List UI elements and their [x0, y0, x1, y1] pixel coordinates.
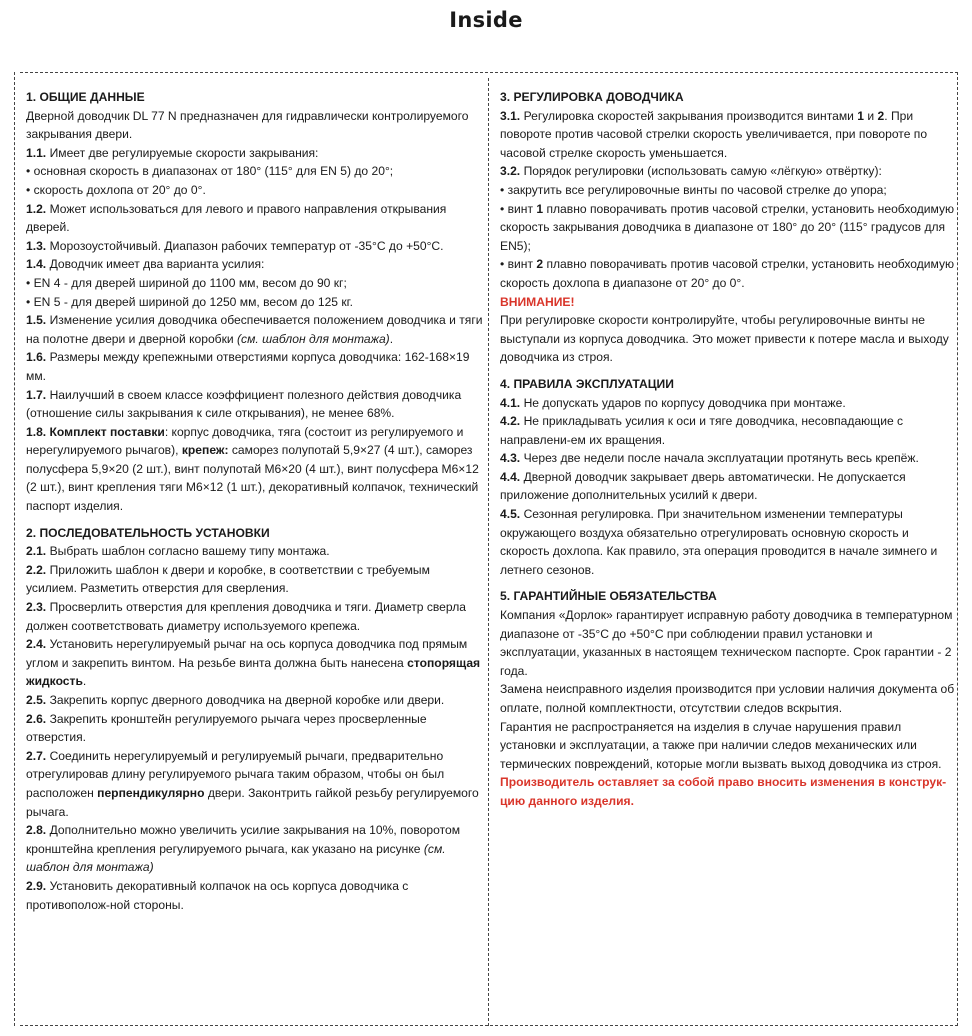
- item-4-4: 4.4. Дверной доводчик закрывает дверь автоматически. Не допускается приложение дополнительных усилий к двери.: [500, 469, 906, 503]
- item-1-1: 1.1. Имеет две регулируемые скорости закрывания:: [26, 145, 319, 160]
- item-4-5: 4.5. Сезонная регулировка. При значительном изменении температуры окружающего воздуха обязательно отрегулировать основную скорость и скорость дохлопа. Как правило, эта операция проводится в начале зимнего и летнего сезонов.: [500, 507, 938, 577]
- section-1-heading: 1. ОБЩИЕ ДАННЫЕ: [26, 90, 145, 104]
- bullet-screw-2: • винт 2 плавно поворачивать против часовой стрелки, установить необходимую скорость дохлопа в диапазоне от 20° до 0°.: [500, 257, 955, 290]
- item-3-2: 3.2. Порядок регулировки (использовать самую «лёгкую» отвёртку):: [500, 164, 882, 179]
- warranty-paragraph-1: Компания «Дорлок» гарантирует исправную работу доводчика в температурном диапазоне от -35°C до +50°C при соблюдении правил установки и эксплуатации, указанных в настоящем техническом паспорте. Срок гарантии - 2 года.: [500, 608, 953, 678]
- bullet-tighten-all: • закрутить все регулировочные винты по часовой стрелке до упора;: [500, 182, 887, 197]
- item-2-4: 2.4. Установить нерегулируемый рычаг на ось корпуса доводчика под прямым углом и закрепить винтом. На резьбе винта должна быть нанесена стопорящая жидкость.: [26, 637, 481, 689]
- item-1-4: 1.4. Доводчик имеет два варианта усилия:: [26, 257, 265, 272]
- fold-line-middle: [488, 78, 489, 1026]
- cut-line-left: [14, 72, 15, 1026]
- left-column: [26, 88, 484, 914]
- item-1-6: 1.6. Размеры между крепежными отверстиями корпуса доводчика: 162-168×19 мм.: [26, 350, 470, 383]
- item-1-2: 1.2. Может использоваться для левого и правого направления открывания дверей.: [26, 201, 447, 235]
- item-2-6: 2.6. Закрепить кронштейн регулируемого рычага через просверленные отверстия.: [26, 711, 427, 745]
- item-2-9: 2.9. Установить декоративный колпачок на ось корпуса доводчика с противополож-ной стороны.: [26, 878, 409, 912]
- item-4-3: 4.3. Через две недели после начала эксплуатации протянуть весь крепёж.: [500, 451, 919, 466]
- item-1-3: 1.3. Морозоустойчивый. Диапазон рабочих температур от -35°C до +50°C.: [26, 238, 444, 253]
- item-1-5: 1.5. Изменение усилия доводчика обеспечивается положением доводчика и тяги на полотне двери и дверной коробки (см. шаблон для монтажа).: [26, 313, 483, 346]
- page-title: Inside: [449, 8, 523, 32]
- section-3-heading: 3. РЕГУЛИРОВКА ДОВОДЧИКА: [500, 90, 684, 104]
- manufacturer-notice: Производитель оставляет за собой право вносить изменения в конструк-цию данного изделия.: [500, 775, 947, 808]
- bullet-en4: • EN 4 - для дверей шириной до 1100 мм, весом до 90 кг;: [26, 275, 347, 290]
- item-3-1: 3.1. Регулировка скоростей закрывания производится винтами 1 и 2. При повороте против часовой стрелки скорость увеличивается, при повороте по часовой стрелке скорость уменьшается.: [500, 108, 928, 160]
- item-2-1: 2.1. Выбрать шаблон согласно вашему типу монтажа.: [26, 544, 330, 559]
- bullet-screw-1: • винт 1 плавно поворачивать против часовой стрелки, установить необходимую скорость закрывания доводчика в диапазоне от 180° до 20° (115° градусов для EN5);: [500, 201, 955, 253]
- cut-line-top: [20, 72, 958, 73]
- item-2-7: 2.7. Соединить нерегулируемый и регулируемый рычаги, предварительно отрегулировав длину регулируемого рычага таким образом, чтобы он был расположен перпендикулярно двери. Законтрить гайкой резьбу регулируемого рычага.: [26, 748, 479, 819]
- item-4-1: 4.1. Не допускать ударов по корпусу доводчика при монтаже.: [500, 395, 846, 410]
- item-2-2: 2.2. Приложить шаблон к двери и коробке, в соответствии с требуемым усилием. Разметить отверстия для сверления.: [26, 562, 430, 596]
- item-4-2: 4.2. Не прикладывать усилия к оси и тяге доводчика, несовпадающие с направлени-ем их вращения.: [500, 414, 904, 447]
- right-column: [500, 88, 955, 811]
- section-5-heading: 5. ГАРАНТИЙНЫЕ ОБЯЗАТЕЛЬСТВА: [500, 589, 717, 604]
- bullet-en5: • EN 5 - для дверей шириной до 1250 мм, весом до 125 кг.: [26, 294, 353, 309]
- section-2-heading: 2. ПОСЛЕДОВАТЕЛЬНОСТЬ УСТАНОВКИ: [26, 525, 270, 540]
- warning-label: ВНИМАНИЕ!: [500, 294, 575, 309]
- warning-text: При регулировке скорости контролируйте, чтобы регулировочные винты не выступали из корпуса доводчика. Это может привести к потере масла и выходу доводчика из строя.: [500, 313, 949, 365]
- item-1-8: 1.8. Комплект поставки: корпус доводчика, тяга (состоит из регулируемого и нерегулируемого рычагов), крепеж: саморез полупотай 5,9×27 (4 шт.), саморез полусфера 5,9×20 (2 шт.), винт полупотай М6×20 (4 шт.), винт полусфера М6×12 (2 шт.), винт крепления тяги М6×12 (1 шт.), декоративный колпачок, технический паспорт изделия.: [26, 424, 479, 514]
- section-4-heading: 4. ПРАВИЛА ЭКСПЛУАТАЦИИ: [500, 376, 674, 391]
- section-1-intro: Дверной доводчик DL 77 N предназначен для гидравлически контролируемого закрывания двери.: [26, 108, 469, 142]
- cut-line-right: [957, 72, 958, 1026]
- item-1-7: 1.7. Наилучший в своем классе коэффициент полезного действия доводчика (отношение силы закрывания к силе открывания), не менее 68%.: [26, 387, 462, 421]
- item-2-8: 2.8. Дополнительно можно увеличить усилие закрывания на 10%, поворотом кронштейна крепления регулируемого рычага, как указано на рисунке (см. шаблон для монтажа): [26, 823, 461, 875]
- warranty-paragraph-3: Гарантия не распространяется на изделия в случае нарушения правил установки и эксплуатации, а также при наличии следов механических или термических повреждений, которые могли вызвать выход доводчика из строя.: [500, 719, 942, 771]
- warranty-paragraph-2: Замена неисправного изделия производится при условии наличия документа об оплате, полной комплектности, отсутствии следов вскрытия.: [500, 682, 955, 715]
- item-2-5: 2.5. Закрепить корпус дверного доводчика на дверной коробке или двери.: [26, 693, 445, 707]
- item-2-3: 2.3. Просверлить отверстия для крепления доводчика и тяги. Диаметр сверла должен соответствовать диаметру используемого крепежа.: [26, 600, 466, 633]
- bullet-main-speed: • основная скорость в диапазонах от 180° (115° для EN 5) до 20°;: [26, 164, 394, 179]
- bullet-latch-speed: • скорость дохлопа от 20° до 0°.: [26, 182, 206, 197]
- cut-line-bottom: [20, 1025, 958, 1026]
